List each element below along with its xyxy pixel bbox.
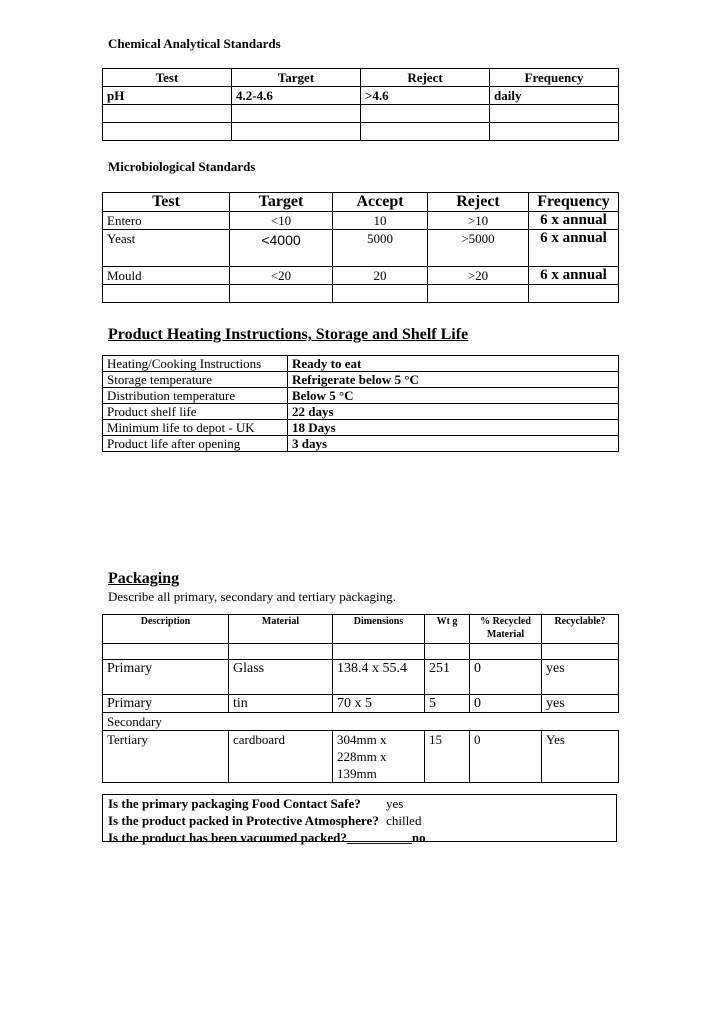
table-cell: 15: [425, 731, 470, 783]
table-cell: Storage temperature: [103, 372, 288, 388]
table-cell: 18 Days: [288, 420, 619, 436]
table-cell: [232, 105, 361, 123]
table-row: [103, 87, 619, 105]
table-cell: [542, 644, 619, 660]
table-cell: [103, 105, 232, 123]
table-cell: Product life after opening: [103, 436, 288, 452]
table-cell: [103, 644, 229, 660]
chemical-section-title: Chemical Analytical Standards: [108, 36, 281, 51]
table-cell: yes: [542, 695, 619, 713]
table-row: [103, 356, 619, 372]
table-cell: 304mm x 228mm x 139mm: [333, 731, 425, 783]
table-row: [103, 267, 619, 285]
table-cell: 5000: [333, 230, 428, 267]
table-cell: [490, 123, 619, 141]
table-cell: Primary: [103, 695, 229, 713]
table-row: [103, 420, 619, 436]
table-cell: Yeast: [103, 230, 230, 267]
table-cell: Primary: [103, 660, 229, 695]
question-line: [108, 795, 616, 812]
table-cell: [103, 285, 230, 303]
table-row: [103, 436, 619, 452]
micro-standards-table: [102, 192, 619, 303]
table-cell: [232, 123, 361, 141]
table-cell: 70 x 5: [333, 695, 425, 713]
table-cell: 251: [425, 660, 470, 695]
table-header-cell: Test: [103, 69, 232, 87]
table-cell: [428, 285, 529, 303]
table-cell: Entero: [103, 212, 230, 230]
table-cell: [361, 105, 490, 123]
table-cell: Yes: [542, 731, 619, 783]
packaging-table: [102, 614, 619, 783]
heating-section-title: Product Heating Instructions, Storage and Shelf Life: [108, 326, 469, 343]
table-header-cell: Description: [103, 615, 229, 644]
table-cell: 6 x annual: [529, 230, 619, 267]
table-cell: Secondary: [103, 713, 619, 731]
table-cell: tin: [229, 695, 333, 713]
table-cell: >4.6: [361, 87, 490, 105]
table-cell: Below 5 °C: [288, 388, 619, 404]
table-cell: [103, 123, 232, 141]
table-row: [103, 660, 619, 695]
table-cell: pH: [103, 87, 232, 105]
table-header-cell: Target: [230, 193, 333, 212]
table-cell: 138.4 x 55.4: [333, 660, 425, 695]
table-cell: [333, 285, 428, 303]
packaging-subtitle: Describe all primary, secondary and tertiary packaging.: [108, 589, 396, 604]
table-row: [103, 372, 619, 388]
question-text: Is the primary packaging Food Contact Safe?: [108, 796, 361, 811]
table-cell: [470, 644, 542, 660]
question-text: Is the product has been vacuumed packed?__________: [108, 830, 412, 845]
table-cell: Refrigerate below 5 °C: [288, 372, 619, 388]
table-cell: 10: [333, 212, 428, 230]
table-cell: Distribution temperature: [103, 388, 288, 404]
question-line: [108, 812, 616, 829]
table-cell: 22 days: [288, 404, 619, 420]
table-cell: >20: [428, 267, 529, 285]
table-row: [103, 695, 619, 713]
table-cell: Heating/Cooking Instructions: [103, 356, 288, 372]
packaging-questions-box: [102, 794, 617, 845]
table-cell: 4.2-4.6: [232, 87, 361, 105]
table-row: [103, 230, 619, 267]
table-cell: 20: [333, 267, 428, 285]
table-cell: 0: [470, 660, 542, 695]
table-header-cell: Test: [103, 193, 230, 212]
chemical-standards-table: [102, 68, 619, 141]
table-cell: [229, 644, 333, 660]
table-header-cell: Reject: [361, 69, 490, 87]
table-header-cell: Accept: [333, 193, 428, 212]
question-text: Is the product packed in Protective Atmosphere?: [108, 813, 379, 828]
table-row: [103, 212, 619, 230]
table-cell: >10: [428, 212, 529, 230]
table-cell: 0: [470, 731, 542, 783]
table-cell: 6 x annual: [529, 212, 619, 230]
table-header-row: [103, 69, 619, 87]
table-header-cell: Wt g: [425, 615, 470, 644]
table-row: [103, 644, 619, 660]
table-cell: 3 days: [288, 436, 619, 452]
table-cell: 5: [425, 695, 470, 713]
answer-text: yes: [386, 796, 404, 811]
table-cell: Glass: [229, 660, 333, 695]
table-cell: 0: [470, 695, 542, 713]
question-line: [108, 829, 616, 846]
table-row: [103, 713, 619, 731]
table-cell: <10: [230, 212, 333, 230]
table-cell: Mould: [103, 267, 230, 285]
micro-section-title: Microbiological Standards: [108, 159, 256, 174]
table-header-cell: Target: [232, 69, 361, 87]
table-header-cell: Reject: [428, 193, 529, 212]
answer-text: chilled: [386, 813, 422, 828]
table-cell: [230, 285, 333, 303]
table-row: [103, 105, 619, 123]
table-header-cell: Material: [229, 615, 333, 644]
table-cell: yes: [542, 660, 619, 695]
table-header-row: [103, 193, 619, 212]
table-header-cell: % Recycled Material: [470, 615, 542, 644]
table-row: [103, 123, 619, 141]
table-cell: Minimum life to depot - UK: [103, 420, 288, 436]
table-header-cell: Frequency: [490, 69, 619, 87]
table-cell: [529, 285, 619, 303]
packaging-section-title: Packaging: [108, 570, 180, 587]
table-header-cell: Dimensions: [333, 615, 425, 644]
table-cell: 6 x annual: [529, 267, 619, 285]
table-cell: cardboard: [229, 731, 333, 783]
table-row: [103, 731, 619, 783]
table-cell: Ready to eat: [288, 356, 619, 372]
table-cell: <20: [230, 267, 333, 285]
heating-storage-table: [102, 355, 619, 452]
table-header-cell: Frequency: [529, 193, 619, 212]
table-cell: Tertiary: [103, 731, 229, 783]
table-row: [103, 388, 619, 404]
answer-text: no: [411, 830, 426, 845]
table-header-row: [103, 615, 619, 644]
table-cell: [333, 644, 425, 660]
table-header-cell: Recyclable?: [542, 615, 619, 644]
table-cell: [361, 123, 490, 141]
table-cell: >5000: [428, 230, 529, 267]
table-row: [103, 285, 619, 303]
table-cell: [425, 644, 470, 660]
table-cell: [490, 105, 619, 123]
table-cell: daily: [490, 87, 619, 105]
table-cell: <4000: [230, 230, 333, 267]
table-cell: Product shelf life: [103, 404, 288, 420]
table-row: [103, 404, 619, 420]
